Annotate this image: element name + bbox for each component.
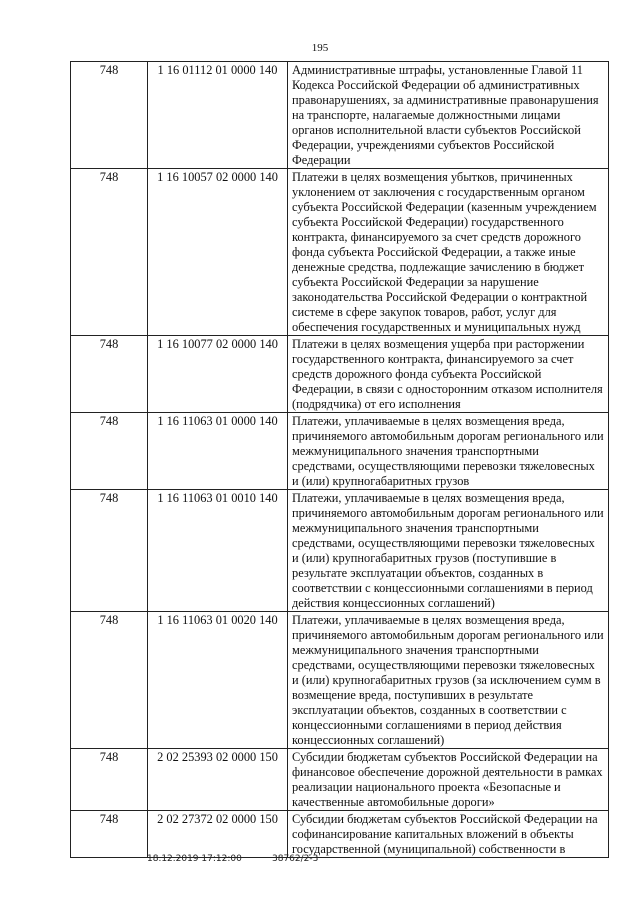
revenue-name-cell: Платежи, уплачиваемые в целях возмещения вреда, причиняемого автомобильным дорогам регионального или межмуниципального значения транспортными средствами, осуществляющими перевозки тяжеловесных и (или) крупногабаритных грузов (поступившие в результате эксплуатации объектов, созданных в соответствии с концессионными соглашениями в период действия концессионных соглашений)	[288, 490, 609, 612]
footer-document-code: 38762/2-3	[272, 854, 319, 864]
table-row	[71, 749, 609, 811]
admin-code-cell: 748	[71, 490, 148, 612]
revenue-name-cell: Платежи в целях возмещения ущерба при расторжении государственного контракта, финансируемого за счет средств дорожного фонда субъекта Российской Федерации, в связи с односторонним отказом исполнителя (подрядчика) от его исполнения	[288, 336, 609, 413]
admin-code-cell: 748	[71, 169, 148, 336]
revenue-name-cell: Субсидии бюджетам субъектов Российской Федерации на софинансирование капитальных вложений в объекты государственной (муниципальной) собственности в	[288, 811, 609, 858]
budget-code-cell: 1 16 01112 01 0000 140	[148, 62, 288, 169]
admin-code-cell: 748	[71, 62, 148, 169]
admin-code-cell: 748	[71, 413, 148, 490]
table-row	[71, 336, 609, 413]
admin-code-cell: 748	[71, 749, 148, 811]
budget-code-cell: 2 02 27372 02 0000 150	[148, 811, 288, 858]
budget-code-cell: 2 02 25393 02 0000 150	[148, 749, 288, 811]
revenue-name-cell: Субсидии бюджетам субъектов Российской Федерации на финансовое обеспечение дорожной деятельности в рамках реализации национального проекта «Безопасные и качественные автомобильные дороги»	[288, 749, 609, 811]
budget-code-cell: 1 16 11063 01 0010 140	[148, 490, 288, 612]
table-row	[71, 811, 609, 858]
revenue-name-cell: Платежи, уплачиваемые в целях возмещения вреда, причиняемого автомобильным дорогам регионального или межмуниципального значения транспортными средствами, осуществляющими перевозки тяжеловесных и (или) крупногабаритных грузов	[288, 413, 609, 490]
admin-code-cell: 748	[71, 811, 148, 858]
page-number: 195	[311, 42, 329, 54]
admin-code-cell: 748	[71, 612, 148, 749]
table-row	[71, 169, 609, 336]
budget-code-cell: 1 16 11063 01 0000 140	[148, 413, 288, 490]
budget-code-cell: 1 16 11063 01 0020 140	[148, 612, 288, 749]
admin-code-cell: 748	[71, 336, 148, 413]
table-row	[71, 413, 609, 490]
budget-code-cell: 1 16 10057 02 0000 140	[148, 169, 288, 336]
revenue-name-cell: Платежи, уплачиваемые в целях возмещения вреда, причиняемого автомобильным дорогам регионального или межмуниципального значения транспортными средствами, осуществляющими перевозки тяжеловесных и (или) крупногабаритных грузов (за исключением сумм в возмещение вреда, поступивших в результате эксплуатации объектов, созданных в соответствии с концессионными соглашениями в период действия концессионных соглашений)	[288, 612, 609, 749]
revenue-name-cell: Административные штрафы, установленные Главой 11 Кодекса Российской Федерации об административных правонарушениях, за административные правонарушения на транспорте, налагаемые должностными лицами органов исполнительной власти субъектов Российской Федерации, учреждениями субъектов Российской Федерации	[288, 62, 609, 169]
budget-codes-table	[70, 61, 609, 858]
table-row	[71, 490, 609, 612]
table-row	[71, 62, 609, 169]
budget-code-cell: 1 16 10077 02 0000 140	[148, 336, 288, 413]
table-row	[71, 612, 609, 749]
revenue-name-cell: Платежи в целях возмещения убытков, причиненных уклонением от заключения с государственным органом субъекта Российской Федерации (казенным учреждением субъекта Российской Федерации) государственного контракта, финансируемого за счет средств дорожного фонда субъекта Российской Федерации, а также иные денежные средства, подлежащие зачислению в бюджет субъекта Российской Федерации за нарушение законодательства Российской Федерации о контрактной системе в сфере закупок товаров, работ, услуг для обеспечения государственных и муниципальных нужд	[288, 169, 609, 336]
footer-datetime: 18.12.2019 17:12:00	[147, 854, 242, 864]
